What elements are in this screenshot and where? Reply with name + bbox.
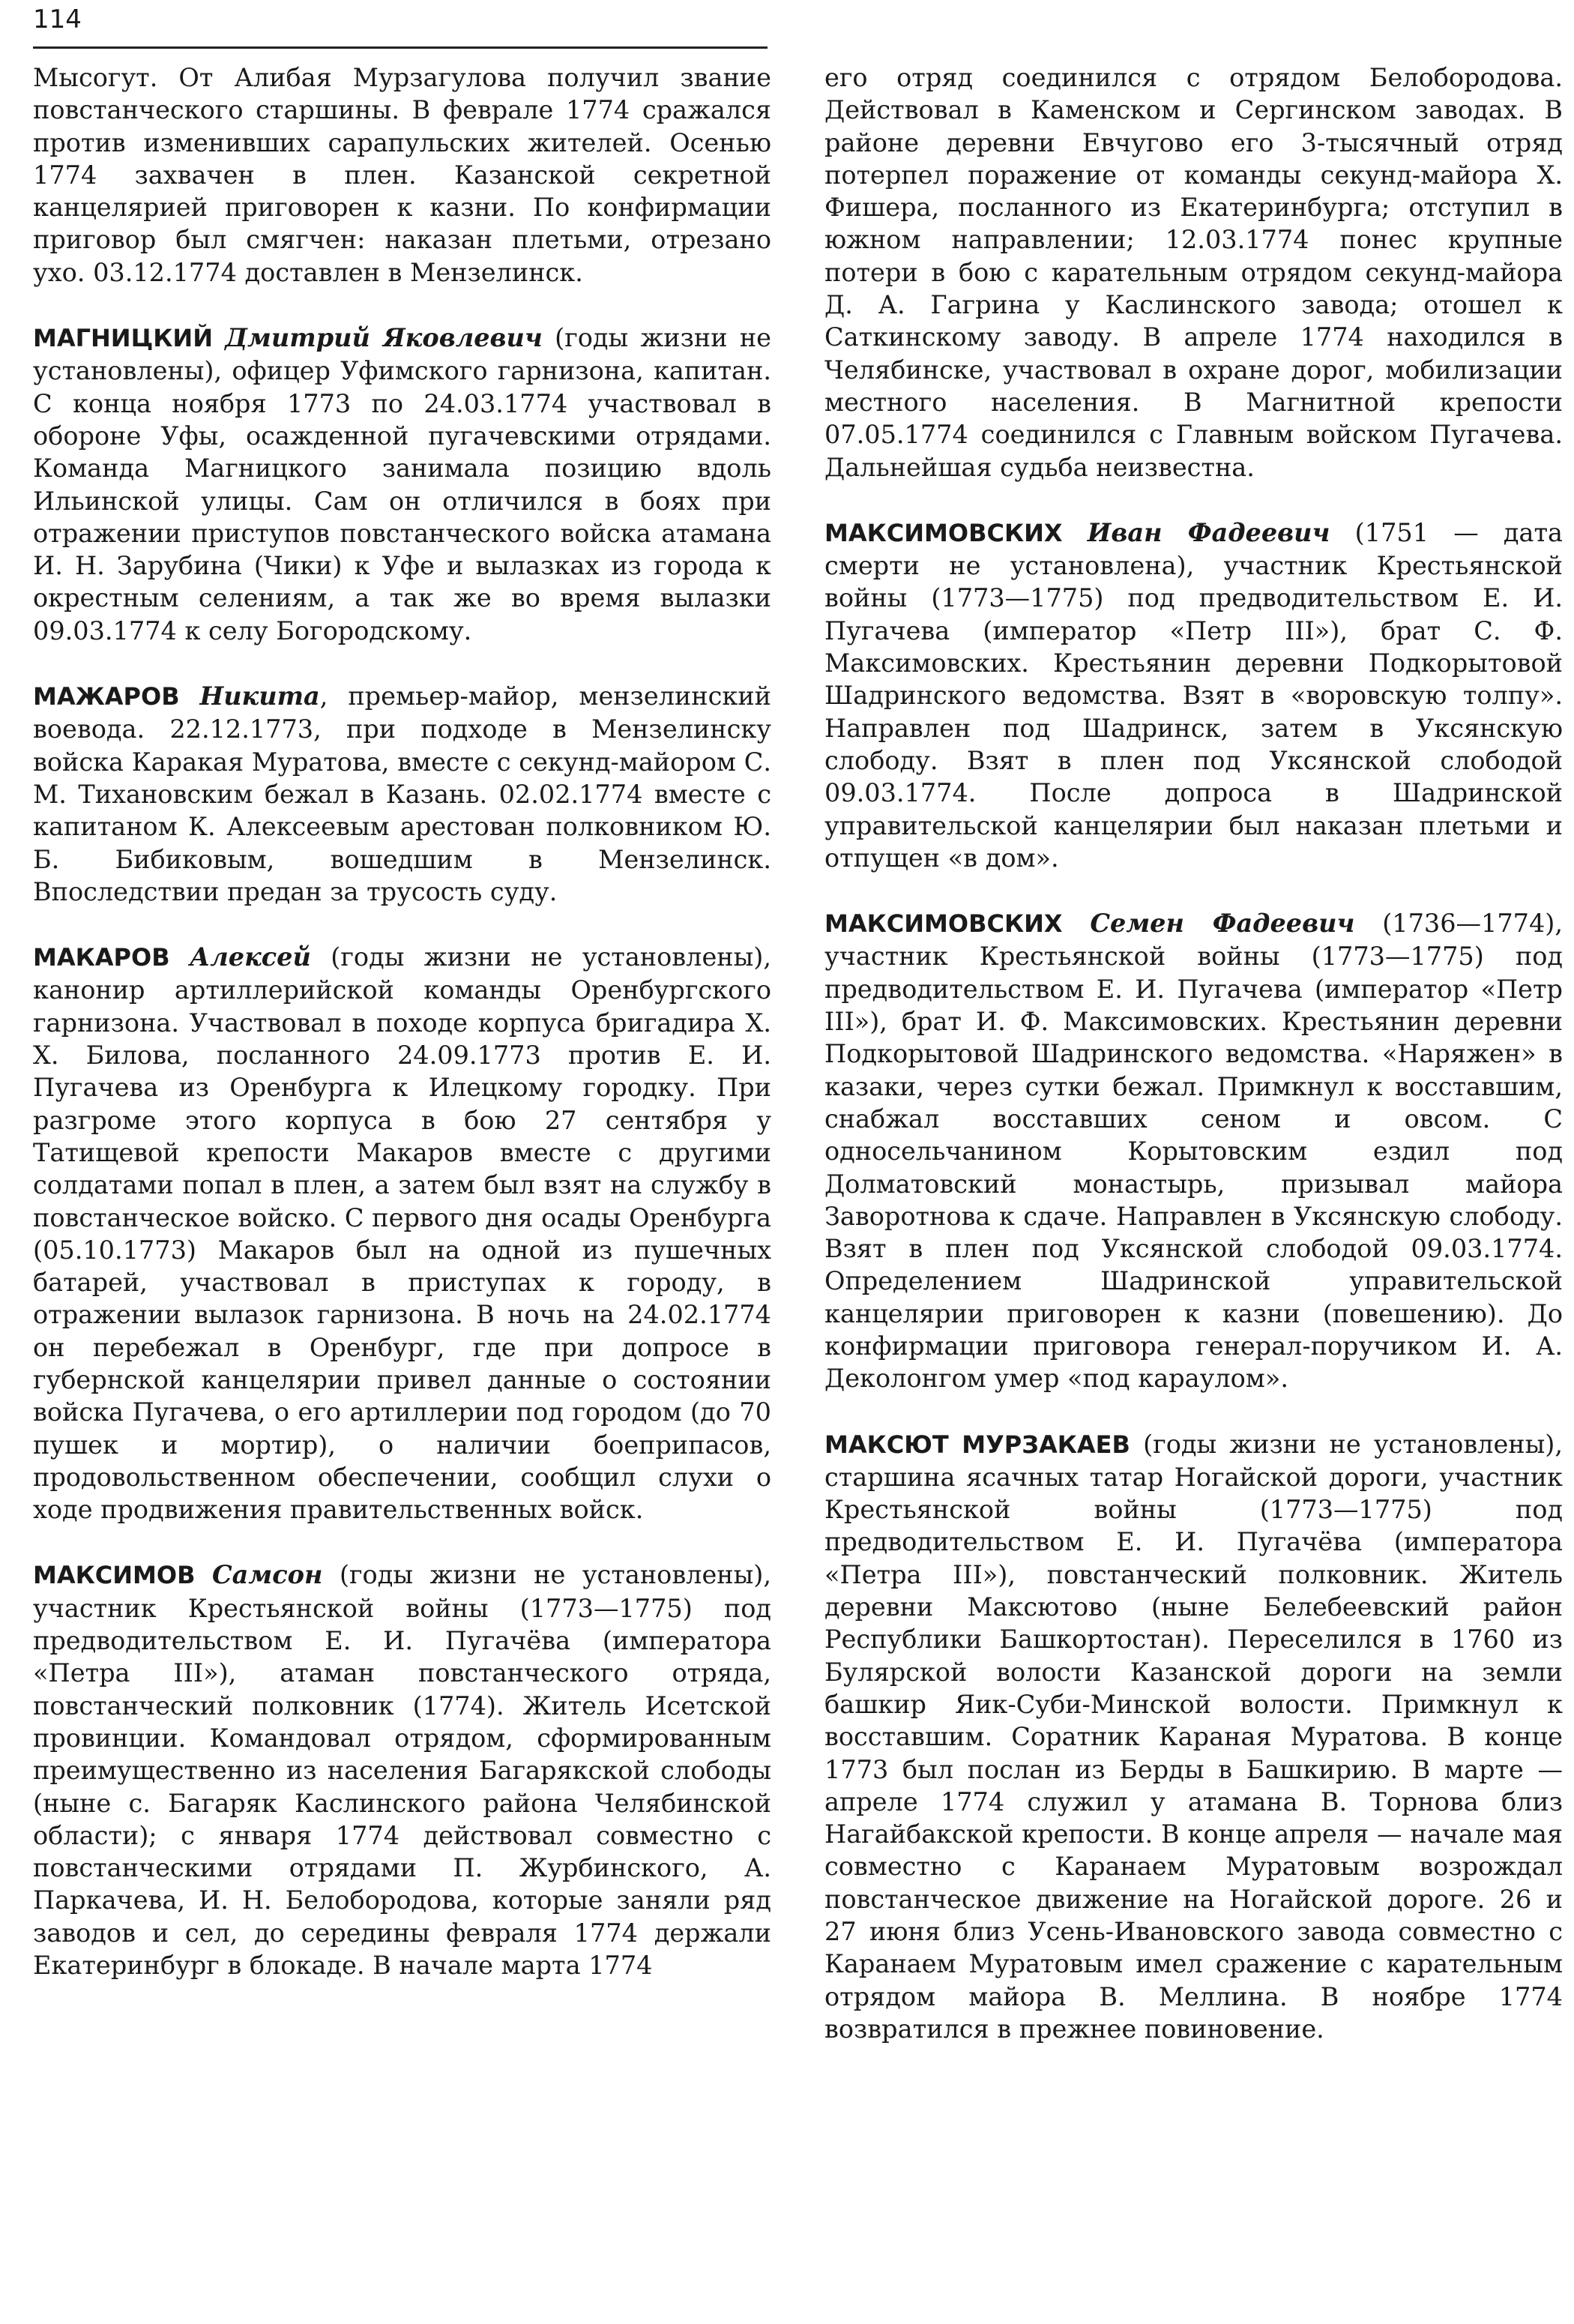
entry-text: его отряд соединился с отрядом Белобородова. Действовал в Каменском и Сергинском заводах. В районе деревни Евчугово его 3-тысячный отряд потерпел поражение от команды секунд-майора Х. Фишера, посланного из Екатеринбурга; отступил в южном направлении; 12.03.1774 понес крупные потери в бою с карательным отрядом секунд-майора Д. А. Гагрина у Каслинского завода; отошел к Саткинскому заводу. В апреле 1774 находился в Челябинске, участвовал в охране дорог, мобилизации местного населения. В Магнитной крепости 07.05.1774 соединился с Главным войском Пугачева. Дальнейшая судьба неизвестна.: [824, 63, 1563, 482]
entry-surname: МАКСИМОВ: [33, 1561, 196, 1590]
entry-text: (годы жизни не установлены), старшина ясачных татар Ногайской дороги, участник Крестьянской войны (1773—1775) под предводительством Е. И. Пугачёва (императора «Петра III»), повстанческий полковник. Житель деревни Максютово (ныне Белебеевский район Республики Башкортостан). Переселился в 1760 из Булярской волости Казанской дороги на земли башкир Яик-Суби-Минской волости. Примкнул к восставшим. Соратник Караная Муратова. В конце 1773 был послан из Берды в Башкирию. В марте — апреле 1774 служил у атамана В. Торнова близ Нагайбакской крепости. В конце апреля — начале мая совместно с Каранаем Муратовым возрождал повстанческое движение на Ногайской дороге. 26 и 27 июня близ Усень-Ивановского завода совместно с Каранаем Муратовым имел сражение с карательным отрядом майора В. Меллина. В ноябре 1774 возвратился в прежнее повиновение.: [824, 1429, 1563, 2044]
entry-given-name: Дмитрий Яковлевич: [225, 323, 543, 353]
entry-given-name: Самсон: [212, 1560, 323, 1590]
entry-text: (годы жизни не установлены), канонир артиллерийской команды Оренбургского гарнизона. Участвовал в походе корпуса бригадира Х. Х. Билова, посланного 24.09.1773 против Е. И. Пугачева из Оренбурга к Илецкому городку. При разгроме этого корпуса в бою 27 сентября у Татищевой крепости Макаров вместе с другими солдатами попал в плен, а затем был взят на службу в повстанческое войско. С первого дня осады Оренбурга (05.10.1773) Макаров был на одной из пушечных батарей, участвовал в приступах к городу, в отражении вылазок гарнизона. В ночь на 24.02.1774 он перебежал в Оренбург, где при допросе в губернской канцелярии привел данные о состоянии войска Пугачева, о его артиллерии под городом (до 70 пушек и мортир), о наличии боеприпасов, продовольственном обеспечении, сообщил слухи о ходе продвижения правительственных войск.: [33, 942, 771, 1525]
entry-text: (годы жизни не установлены), офицер Уфимского гарнизона, капитан. С конца ноября 1773 по 24.03.1774 участвовал в обороне Уфы, осажденной пугачевскими отрядами. Команда Магницкого занимала позицию вдоль Ильинской улицы. Сам он отличился в боях при отражении приступов повстанческого войска атамана И. Н. Зарубина (Чики) к Уфе и вылазках из города к окрестным селениям, а так же во время вылазки 09.03.1774 к селу Богородскому.: [33, 323, 771, 645]
page-number: 114: [33, 4, 82, 34]
entry-surname: МАКСИМОВСКИХ: [824, 518, 1063, 547]
entry-given-name: Иван Фадеевич: [1087, 517, 1330, 547]
left-column: [33, 61, 771, 1981]
entry-surname: МАГНИЦКИЙ: [33, 324, 213, 353]
entry-text: Мысогут. От Алибая Мурзагулова получил звание повстанческого старшины. В феврале 1774 сражался против изменивших сарапульских жителей. Осенью 1774 захвачен в плен. Казанской секретной канцелярией приговорен к казни. По конфирмации приговор был смягчен: наказан плетьми, отрезано ухо. 03.12.1774 доставлен в Мензелинск.: [33, 63, 771, 287]
entry-given-name: Никита: [199, 681, 320, 711]
entry-text: , премьер-майор, мензелинский воевода. 22.12.1773, при подходе в Мензелинску войска Каракая Муратова, вместе с секунд-майором С. М. Тихановским бежал в Казань. 02.02.1774 вместе с капитаном К. Алексеевым арестован полковником Ю. Б. Бибиковым, вошедшим в Мензелинск. Впоследствии предан за трусость суду.: [33, 681, 771, 906]
entry-mazharov: [33, 680, 771, 908]
entry-maksyut-murzakaev: [824, 1428, 1563, 2046]
entry-magnitsky: [33, 322, 771, 647]
entry-maksimovskikh-semen: [824, 907, 1563, 1394]
entry-text: (1751 — дата смерти не установлена), участник Крестьянской войны (1773—1775) под предводительством Е. И. Пугачева (император «Петр III»), брат С. Ф. Максимовских. Крестьянин деревни Подкорытовой Шадринского ведомства. Взят в «воровскую толпу». Направлен под Шадринск, затем в Уксянскую слободу. Взят в плен под Уксянской слободой 09.03.1774. После допроса в Шадринской управительской канцелярии был наказан плетьми и отпущен «в дом».: [824, 517, 1563, 873]
entry-makarov: [33, 941, 771, 1526]
entry-given-name: Алексей: [190, 942, 311, 972]
entry-surname: МАКСЮТ МУРЗАКАЕВ: [824, 1430, 1130, 1459]
entry-surname: МАЖАРОВ: [33, 682, 180, 711]
entry-maksimov: [33, 1559, 771, 1981]
entry-text: (годы жизни не установлены), участник Крестьянской войны (1773—1775) под предводительством Е. И. Пугачёва (императора «Петра III»), атаман повстанческого отряда, повстанческий полковник (1774). Житель Исетской провинции. Командовал отрядом, сформированным преимущественно из населения Багарякской слободы (ныне с. Багаряк Каслинского района Челябинской области); с января 1774 действовал совместно с повстанческими отрядами П. Журбинского, А. Паркачева, И. Н. Белобородова, которые заняли ряд заводов и сел, до середины февраля 1774 держали Екатеринбург в блокаде. В начале марта 1774: [33, 1560, 771, 1981]
header-rule: [33, 46, 768, 49]
entry-surname: МАКСИМОВСКИХ: [824, 909, 1063, 939]
entry-given-name: Семен Фадеевич: [1090, 909, 1355, 939]
entry-text: (1736—1774), участник Крестьянской войны (1773—1775) под предводительством Е. И. Пугачева (император «Петр III»), брат И. Ф. Максимовских. Крестьянин деревни Подкорытовой Шадринского ведомства. «Наряжен» в казаки, через сутки бежал. Примкнул к восставшим, снабжал восставших сеном и овсом. С односельчанином Корытовским ездил под Долматовский монастырь, призывал майора Заворотнова к сдаче. Направлен в Уксянскую слободу. Взят в плен под Уксянской слободой 09.03.1774. Определением Шадринской управительской канцелярии приговорен к казни (повешению). До конфирмации приговора генерал-поручиком И. А. Деколонгом умер «под караулом».: [824, 909, 1563, 1394]
entry-surname: МАКАРОВ: [33, 943, 170, 972]
entry-continuation: [33, 61, 771, 289]
entry-continuation: [824, 61, 1563, 484]
right-column: [824, 61, 1563, 2045]
entry-maksimovskikh-ivan: [824, 517, 1563, 874]
